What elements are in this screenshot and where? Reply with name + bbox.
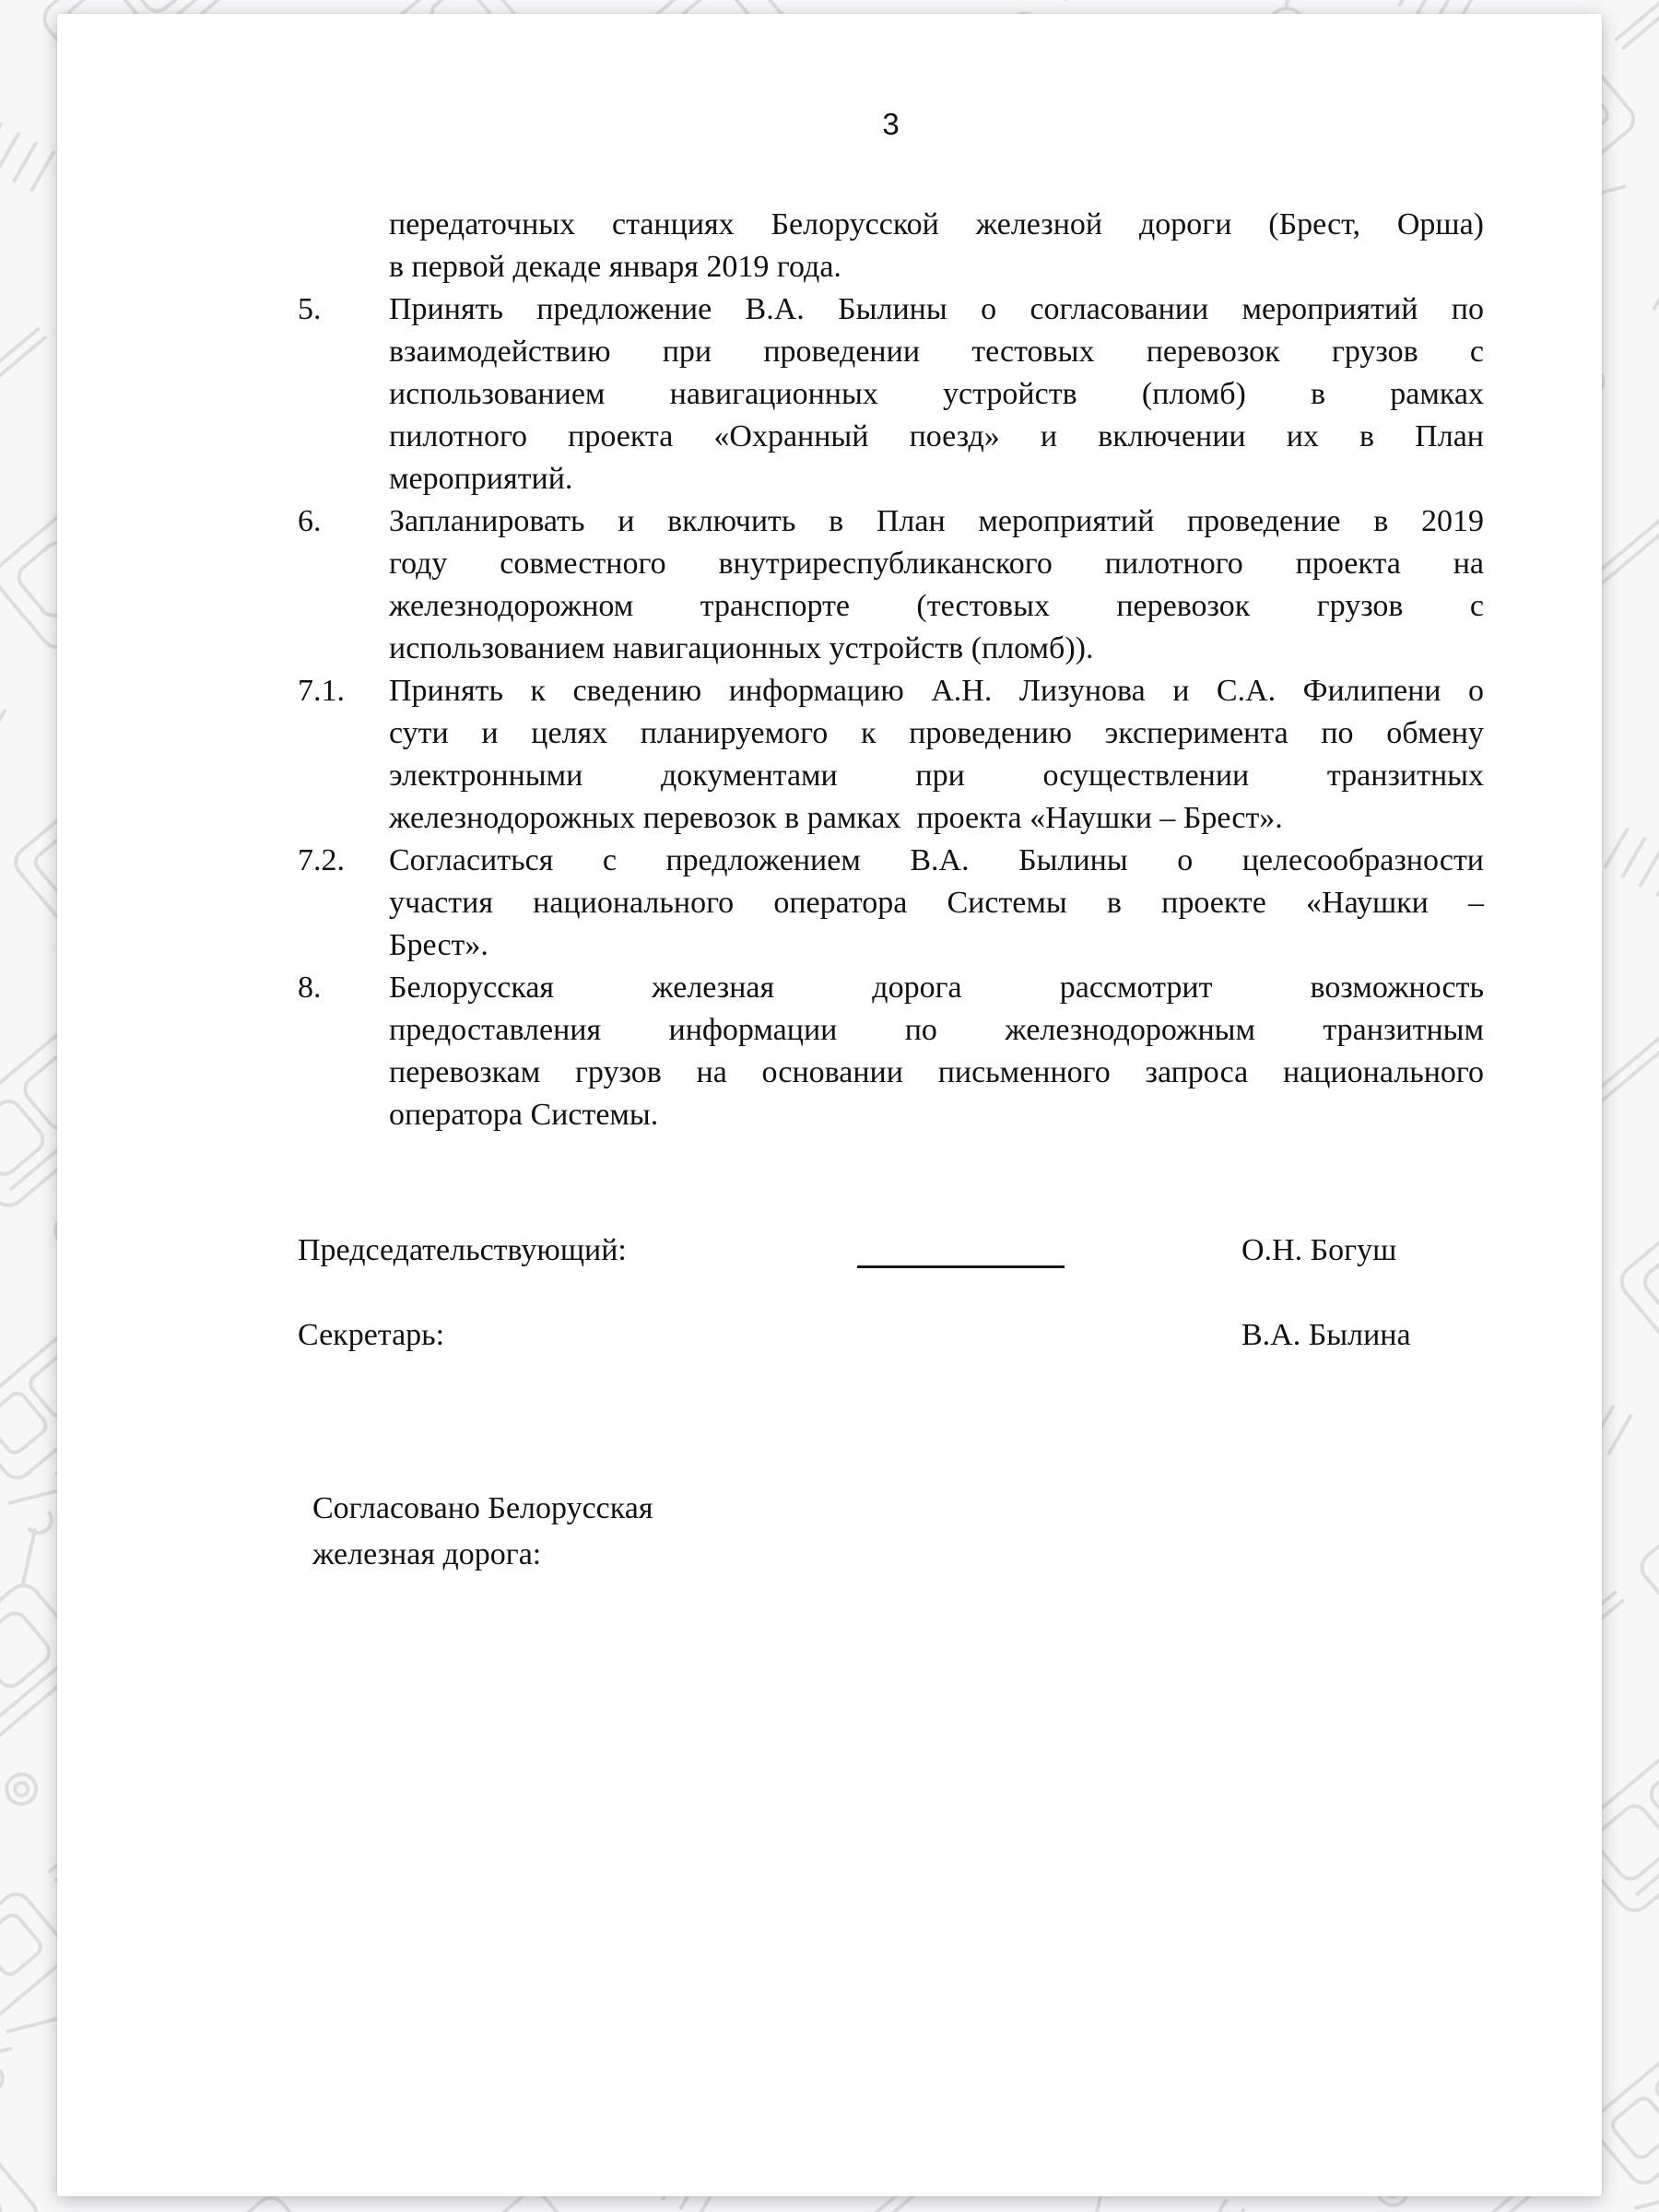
approval-line-2: железная дорога:: [312, 1537, 542, 1571]
text-line: предоставления информации по железнодорожным транзитным: [389, 1013, 1484, 1047]
text-line: Белорусская железная дорога рассмотрит возможность: [389, 971, 1484, 1005]
resolution-list: [298, 204, 1484, 1136]
text-line: сути и целях планируемого к проведению эксперимента по обмену: [389, 716, 1484, 750]
text-line: году совместного внутриреспубликанского пилотного проекта на: [389, 547, 1484, 581]
item-number: 7.1.: [298, 674, 345, 708]
list-item: [298, 967, 1484, 1136]
item-number: 8.: [298, 971, 322, 1005]
text-line: в первой декаде января 2019 года.: [389, 250, 841, 284]
text-line: передаточных станциях Белорусской железной дороги (Брест, Орша): [389, 207, 1484, 241]
item-text: [389, 288, 1484, 500]
chair-name: О.Н. Богуш: [1241, 1233, 1397, 1267]
document-page: [57, 14, 1602, 2196]
signature-row-chair: [298, 1230, 1484, 1277]
text-line: пилотного проекта «Охранный поезд» и включении их в План: [389, 419, 1484, 453]
item-number: 5.: [298, 292, 322, 326]
text-line: оператора Системы.: [389, 1098, 659, 1132]
text-line: железнодорожном транспорте (тестовых перевозок грузов с: [389, 589, 1484, 623]
text-line: Принять предложение В.А. Былины о согласовании мероприятий по: [389, 292, 1484, 326]
page-content: [298, 14, 1484, 2196]
secretary-label: Секретарь:: [298, 1318, 445, 1352]
text-line: использованием навигационных устройств (пломб)).: [389, 631, 1094, 665]
approval-line-1: Согласовано Белорусская: [312, 1491, 653, 1525]
list-item: [298, 204, 1484, 288]
item-text: [389, 840, 1484, 967]
text-line: использованием навигационных устройств (пломб) в рамках: [389, 377, 1484, 411]
item-number: 6.: [298, 504, 322, 538]
text-line: мероприятий.: [389, 462, 573, 496]
text-line: участия национального оператора Системы в проекте «Наушки –: [389, 886, 1484, 920]
chair-label: Председательствующий:: [298, 1233, 627, 1267]
text-line: железнодорожных перевозок в рамках проекта «Наушки – Брест».: [389, 801, 1283, 835]
text-line: Принять к сведению информацию А.Н. Лизунова и С.А. Филипени о: [389, 674, 1484, 708]
page-number: 3: [882, 107, 900, 141]
text-line: Запланировать и включить в План мероприятий проведение в 2019: [389, 504, 1484, 538]
text-line: Брест».: [389, 928, 488, 962]
text-line: Согласиться с предложением В.А. Былины о целесообразности: [389, 843, 1484, 877]
text-line: электронными документами при осуществлении транзитных: [389, 759, 1484, 793]
secretary-name: В.А. Былина: [1241, 1318, 1411, 1352]
text-line: взаимодействию при проведении тестовых перевозок грузов с: [389, 335, 1484, 369]
signature-line: [857, 1265, 1065, 1268]
list-item: [298, 840, 1484, 967]
text-line: перевозкам грузов на основании письменного запроса национального: [389, 1055, 1484, 1089]
list-item: [298, 288, 1484, 500]
item-number: 7.2.: [298, 843, 345, 877]
item-text: [389, 967, 1484, 1136]
list-item: [298, 670, 1484, 840]
list-item: [298, 500, 1484, 670]
approval-block: [312, 1486, 653, 1578]
item-text: [389, 204, 1484, 288]
item-number: [298, 204, 389, 288]
signature-row-secretary: [298, 1315, 1484, 1361]
item-text: [389, 500, 1484, 670]
item-text: [389, 670, 1484, 840]
